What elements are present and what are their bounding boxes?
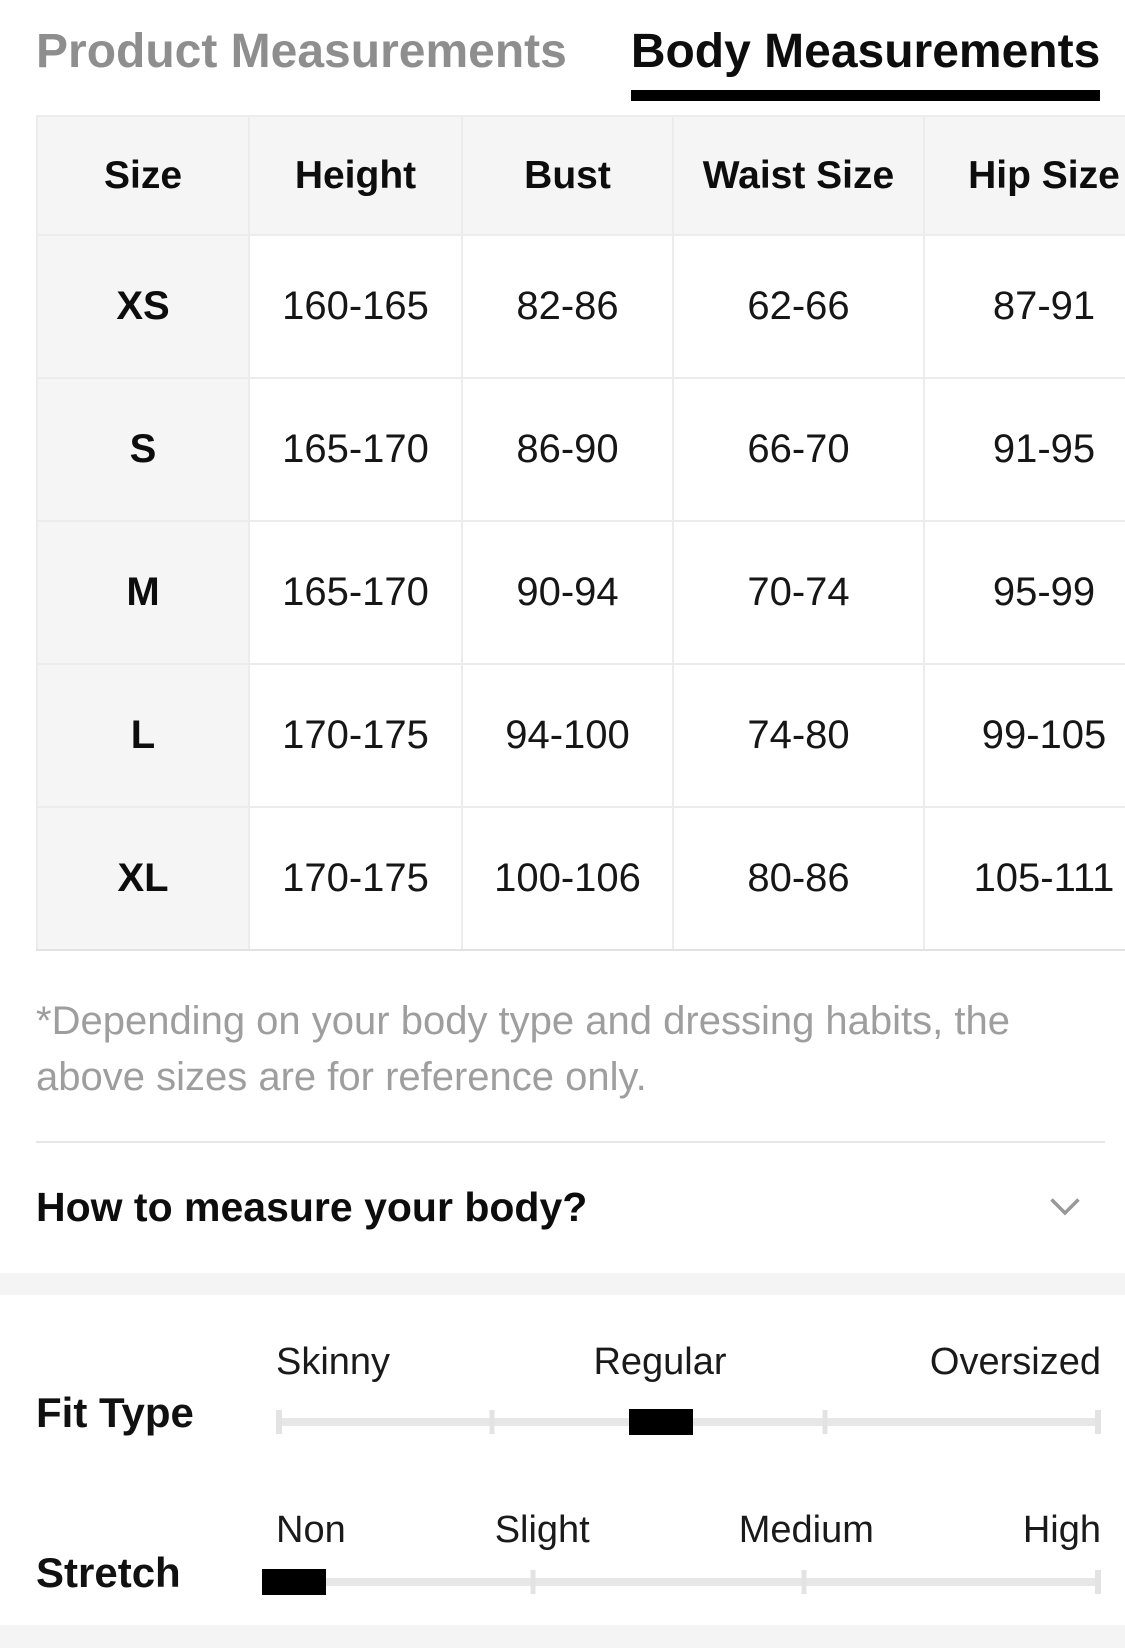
- col-header-waist: Waist Size: [672, 115, 923, 234]
- section-divider: [36, 1141, 1105, 1143]
- col-header-height: Height: [248, 115, 461, 234]
- col-header-bust: Bust: [461, 115, 672, 234]
- option-high: High: [1022, 1509, 1101, 1551]
- fit-type-options: [276, 1341, 1101, 1383]
- waist-value: 80-86: [672, 806, 923, 949]
- stretch-scale: [276, 1509, 1101, 1595]
- stretch-track: [276, 1569, 1101, 1595]
- height-value: 170-175: [248, 663, 461, 806]
- track-tick: [530, 1570, 535, 1594]
- height-value: 160-165: [248, 234, 461, 377]
- track-line: [276, 1578, 1101, 1586]
- option-medium: Medium: [738, 1509, 874, 1551]
- height-value: 165-170: [248, 377, 461, 520]
- option-regular: Regular: [593, 1341, 727, 1383]
- fit-type-row: [0, 1341, 1125, 1435]
- size-label: S: [36, 377, 248, 520]
- measurement-tabs: [0, 26, 1125, 101]
- tab-product-measurements[interactable]: Product Measurements: [36, 25, 567, 78]
- stretch-options: [276, 1509, 1101, 1551]
- hip-value: 91-95: [923, 377, 1125, 520]
- track-left-cap: [276, 1410, 282, 1434]
- col-header-hip: Hip Size: [923, 115, 1125, 234]
- stretch-indicator: [262, 1569, 326, 1595]
- waist-value: 62-66: [672, 234, 923, 377]
- fit-info-section: [0, 1295, 1125, 1595]
- bust-value: 82-86: [461, 234, 672, 377]
- track-right-cap: [1095, 1570, 1101, 1594]
- track-tick: [822, 1410, 827, 1434]
- option-skinny: Skinny: [276, 1341, 391, 1383]
- table-row-s: [36, 377, 1125, 520]
- bust-value: 86-90: [461, 377, 672, 520]
- tab-body-measurements[interactable]: Body Measurements: [631, 26, 1100, 101]
- section-band-divider: [0, 1273, 1125, 1295]
- bust-value: 100-106: [461, 806, 672, 949]
- hip-value: 95-99: [923, 520, 1125, 663]
- option-oversized: Oversized: [929, 1341, 1101, 1383]
- fit-type-label: Fit Type: [36, 1389, 194, 1436]
- hip-value: 99-105: [923, 663, 1125, 806]
- size-label: L: [36, 663, 248, 806]
- option-non: Non: [276, 1509, 346, 1551]
- track-tick: [802, 1570, 807, 1594]
- table-row-xs: [36, 234, 1125, 377]
- size-table-scroll-area[interactable]: [36, 115, 1125, 951]
- col-header-size: Size: [36, 115, 248, 234]
- track-right-cap: [1095, 1410, 1101, 1434]
- track-tick: [490, 1410, 495, 1434]
- fit-type-scale: [276, 1341, 1101, 1435]
- stretch-row: [0, 1509, 1125, 1595]
- table-row-m: [36, 520, 1125, 663]
- fit-type-track: [276, 1409, 1101, 1435]
- hip-value: 87-91: [923, 234, 1125, 377]
- waist-value: 70-74: [672, 520, 923, 663]
- hip-value: 105-111: [923, 806, 1125, 949]
- table-row-xl: [36, 806, 1125, 949]
- height-value: 170-175: [248, 806, 461, 949]
- chevron-down-icon[interactable]: [1049, 1197, 1081, 1217]
- bottom-band-divider: [0, 1625, 1125, 1648]
- table-header-row: [36, 115, 1125, 234]
- bust-value: 94-100: [461, 663, 672, 806]
- size-label: XS: [36, 234, 248, 377]
- how-to-measure-row[interactable]: [0, 1181, 1125, 1233]
- size-disclaimer-text: *Depending on your body type and dressing habits, the above sizes are for reference only.: [36, 999, 1011, 1099]
- waist-value: 74-80: [672, 663, 923, 806]
- waist-value: 66-70: [672, 377, 923, 520]
- size-label: XL: [36, 806, 248, 949]
- size-table: [36, 115, 1125, 949]
- stretch-label: Stretch: [36, 1549, 181, 1596]
- height-value: 165-170: [248, 520, 461, 663]
- table-row-l: [36, 663, 1125, 806]
- how-to-measure-title: How to measure your body?: [36, 1184, 588, 1230]
- bust-value: 90-94: [461, 520, 672, 663]
- option-slight: Slight: [494, 1509, 590, 1551]
- fit-type-indicator: [629, 1409, 693, 1435]
- size-label: M: [36, 520, 248, 663]
